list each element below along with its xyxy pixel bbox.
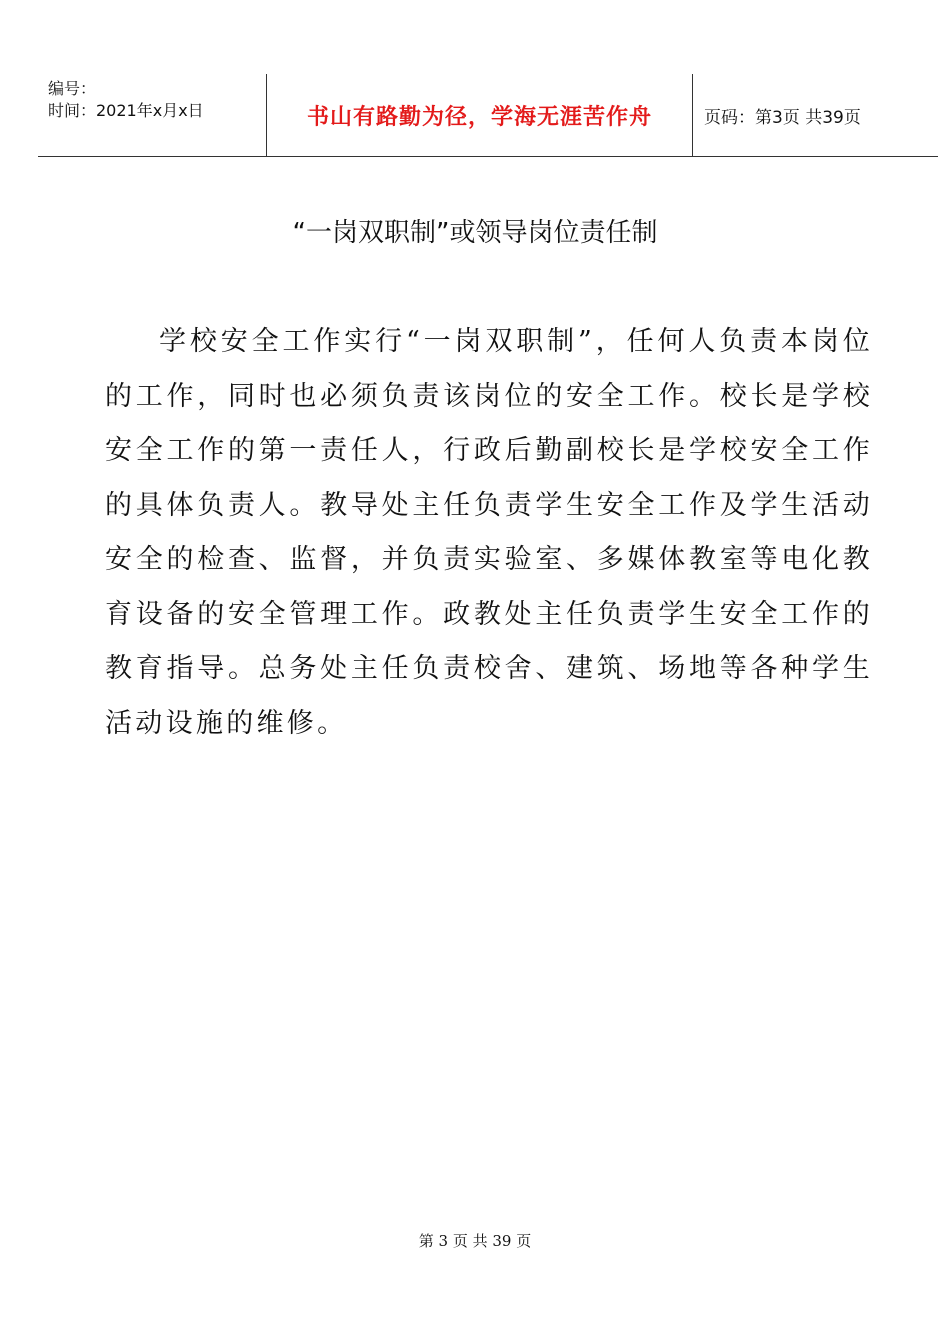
header-motto: 书山有路勤为径，学海无涯苦作舟 — [306, 103, 652, 130]
header-meta — [48, 78, 268, 122]
header-page-info: 页码：第3页 共39页 — [704, 107, 861, 128]
document-number-label: 编号： — [48, 79, 97, 98]
page-footer: 第 3 页 共 39 页 — [418, 1232, 532, 1250]
document-date: 时间：2021年x月x日 — [48, 101, 204, 120]
body-paragraph: 学校安全工作实行“一岗双职制”，任何人负责本岗位的工作，同时也必须负责该岗位的安全工作。校长是学校安全工作的第一责任人，行政后勤副校长是学校安全工作的具体负责人。教导处主任负责学生安全工作及学生活动安全的检查、监督，并负责实验室、多媒体教室等电化教育设备的安全管理工作。政教处主任负责学生安全工作的教育指导。总务处主任负责校舍、建筑、场地等各种学生活动设施的维修。 — [105, 326, 873, 739]
header-divider — [692, 74, 693, 156]
page-header — [38, 74, 938, 157]
document-title: “一岗双职制”或领导岗位责任制 — [292, 218, 658, 248]
